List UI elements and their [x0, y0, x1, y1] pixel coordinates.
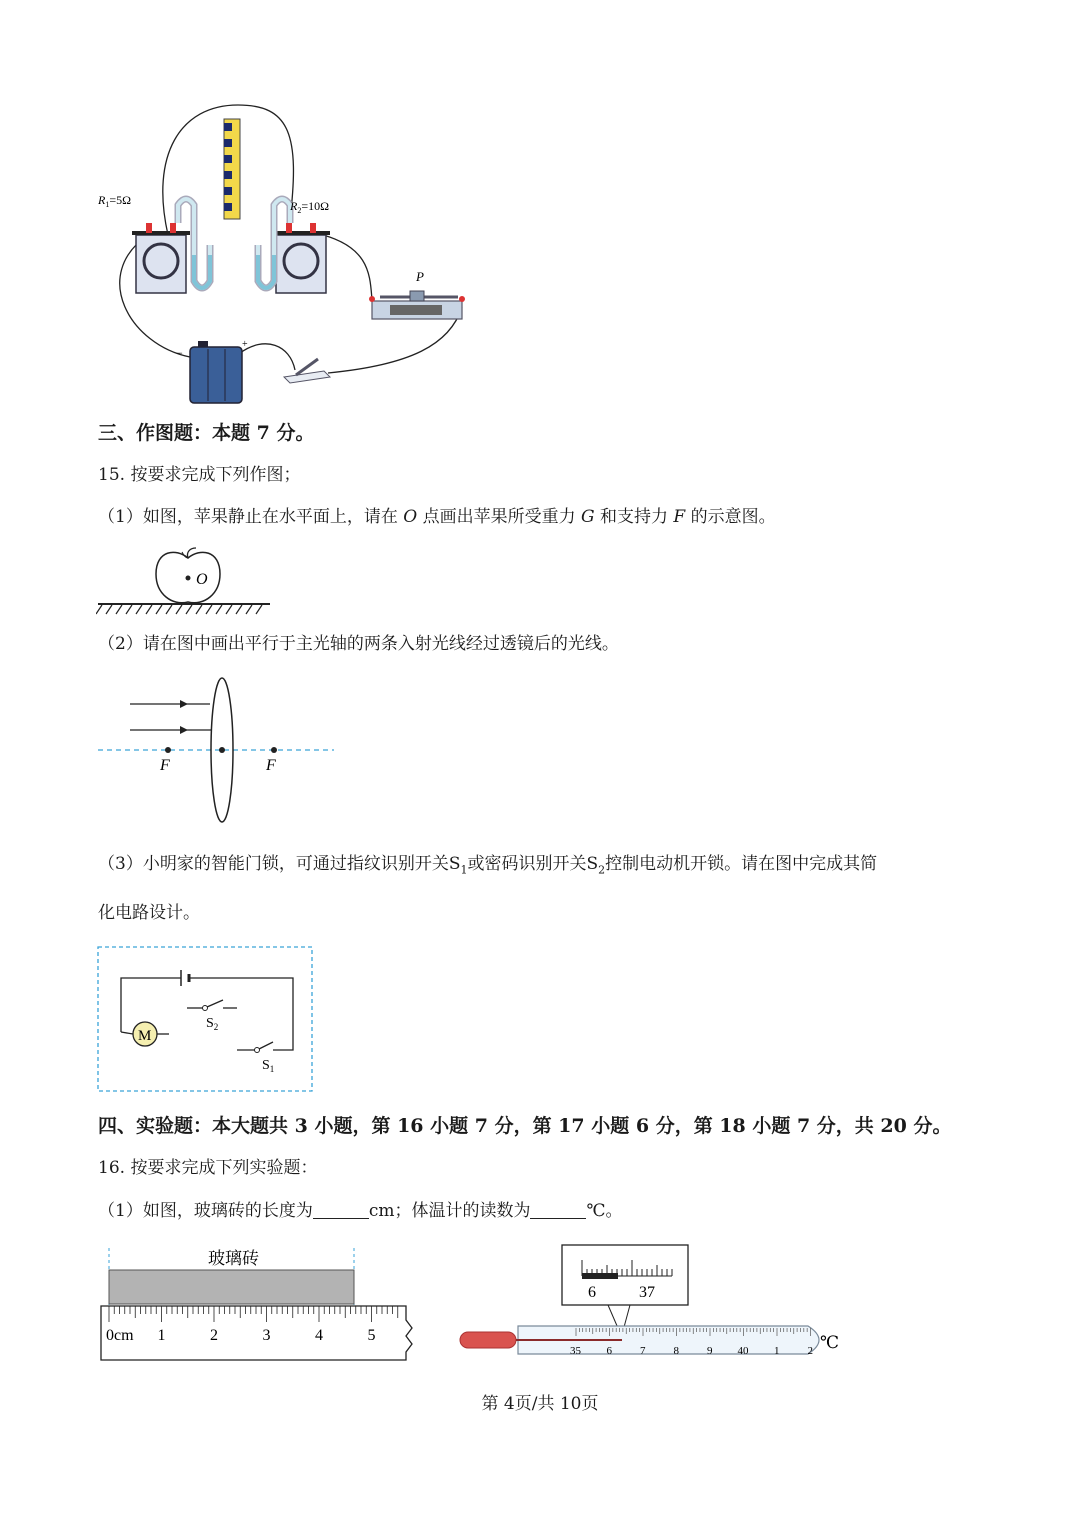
battery-minus: − — [176, 346, 183, 360]
ruler-label: 4 — [315, 1327, 323, 1344]
temperature-answer-blank[interactable] — [530, 1200, 586, 1219]
thermometer-figure — [458, 1244, 850, 1364]
lens-figure — [96, 675, 336, 825]
r1-label: R — [98, 193, 106, 207]
ruler-label: 0cm — [106, 1327, 134, 1344]
zoom-label-37: 37 — [639, 1284, 655, 1301]
battery-plus: + — [242, 339, 248, 350]
r1-sub: 1 — [105, 200, 110, 209]
svg-text:R1=5Ω — [97, 193, 131, 209]
q16-part1: （1）如图，玻璃砖的长度为 cm；体温计的读数为 ℃。 — [98, 1201, 623, 1221]
ruler-label: 5 — [367, 1327, 376, 1344]
slider-label: P — [416, 269, 424, 284]
length-answer-blank[interactable] — [313, 1200, 369, 1219]
thermo-label: 35 — [570, 1345, 581, 1357]
thermo-label: 40 — [737, 1345, 749, 1357]
r1-value: =5Ω — [109, 193, 132, 207]
q15-part2: （2）请在图中画出平行于主光轴的两条入射光线经过透镜后的光线。 — [98, 634, 619, 654]
q16-stem: 16. 按要求完成下列实验题： — [98, 1158, 318, 1178]
r2-value: =10Ω — [301, 199, 330, 213]
r2-label: R — [290, 199, 298, 213]
zoom-label-6: 6 — [588, 1284, 596, 1301]
q15-part3-line1: （3）小明家的智能门锁，可通过指纹识别开关$S_1$或密码识别开关$S_2$控制电动机开锁。请在图中完成其简 — [98, 854, 878, 877]
q15-part3-line2: 化电路设计。 — [98, 903, 200, 923]
ruler-label: 1 — [157, 1327, 166, 1344]
q15-part1: （1）如图，苹果静止在水平面上，请在 O 点画出苹果所受重力 G 和支持力 F 的示意图。 — [98, 507, 776, 527]
apple-figure — [96, 544, 272, 616]
switch-s2-label: $S_2$ — [206, 1016, 219, 1032]
page-footer: 第 4页/共 10页 — [481, 1394, 599, 1414]
thermo-label: 1 — [774, 1345, 780, 1357]
focus-left-label: F — [160, 757, 170, 774]
section3-heading: 三、作图题：本题 7 分。 — [98, 422, 315, 444]
q15-stem: 15. 按要求完成下列作图； — [98, 465, 301, 485]
thermo-label: 8 — [673, 1345, 679, 1357]
r2-sub: 2 — [297, 206, 302, 215]
section4-heading: 四、实验题：本大题共 3 小题，第 16 小题 7 分，第 17 小题 6 分，第 18 小题 7 分，共 20 分。 — [98, 1115, 952, 1137]
ruler-label: 3 — [262, 1327, 271, 1344]
apple-point-label: O — [196, 571, 208, 588]
ruler-figure — [96, 1244, 418, 1364]
thermo-label: 2 — [807, 1345, 813, 1357]
thermo-label: 6 — [606, 1345, 612, 1357]
motor-label: M — [138, 1028, 152, 1044]
lock-circuit-figure — [97, 946, 315, 1094]
thermo-label: 9 — [707, 1345, 713, 1357]
glass-brick-label: 玻璃砖 — [208, 1249, 259, 1268]
joule-circuit-figure — [90, 95, 490, 415]
switch-s1-label: $S_1$ — [262, 1058, 275, 1074]
thermo-label: 7 — [640, 1345, 646, 1357]
focus-right-label: F — [266, 757, 276, 774]
thermo-unit-label: ℃ — [820, 1333, 840, 1352]
svg-text:R2=10Ω — [289, 199, 329, 215]
ruler-label: 2 — [210, 1327, 218, 1344]
